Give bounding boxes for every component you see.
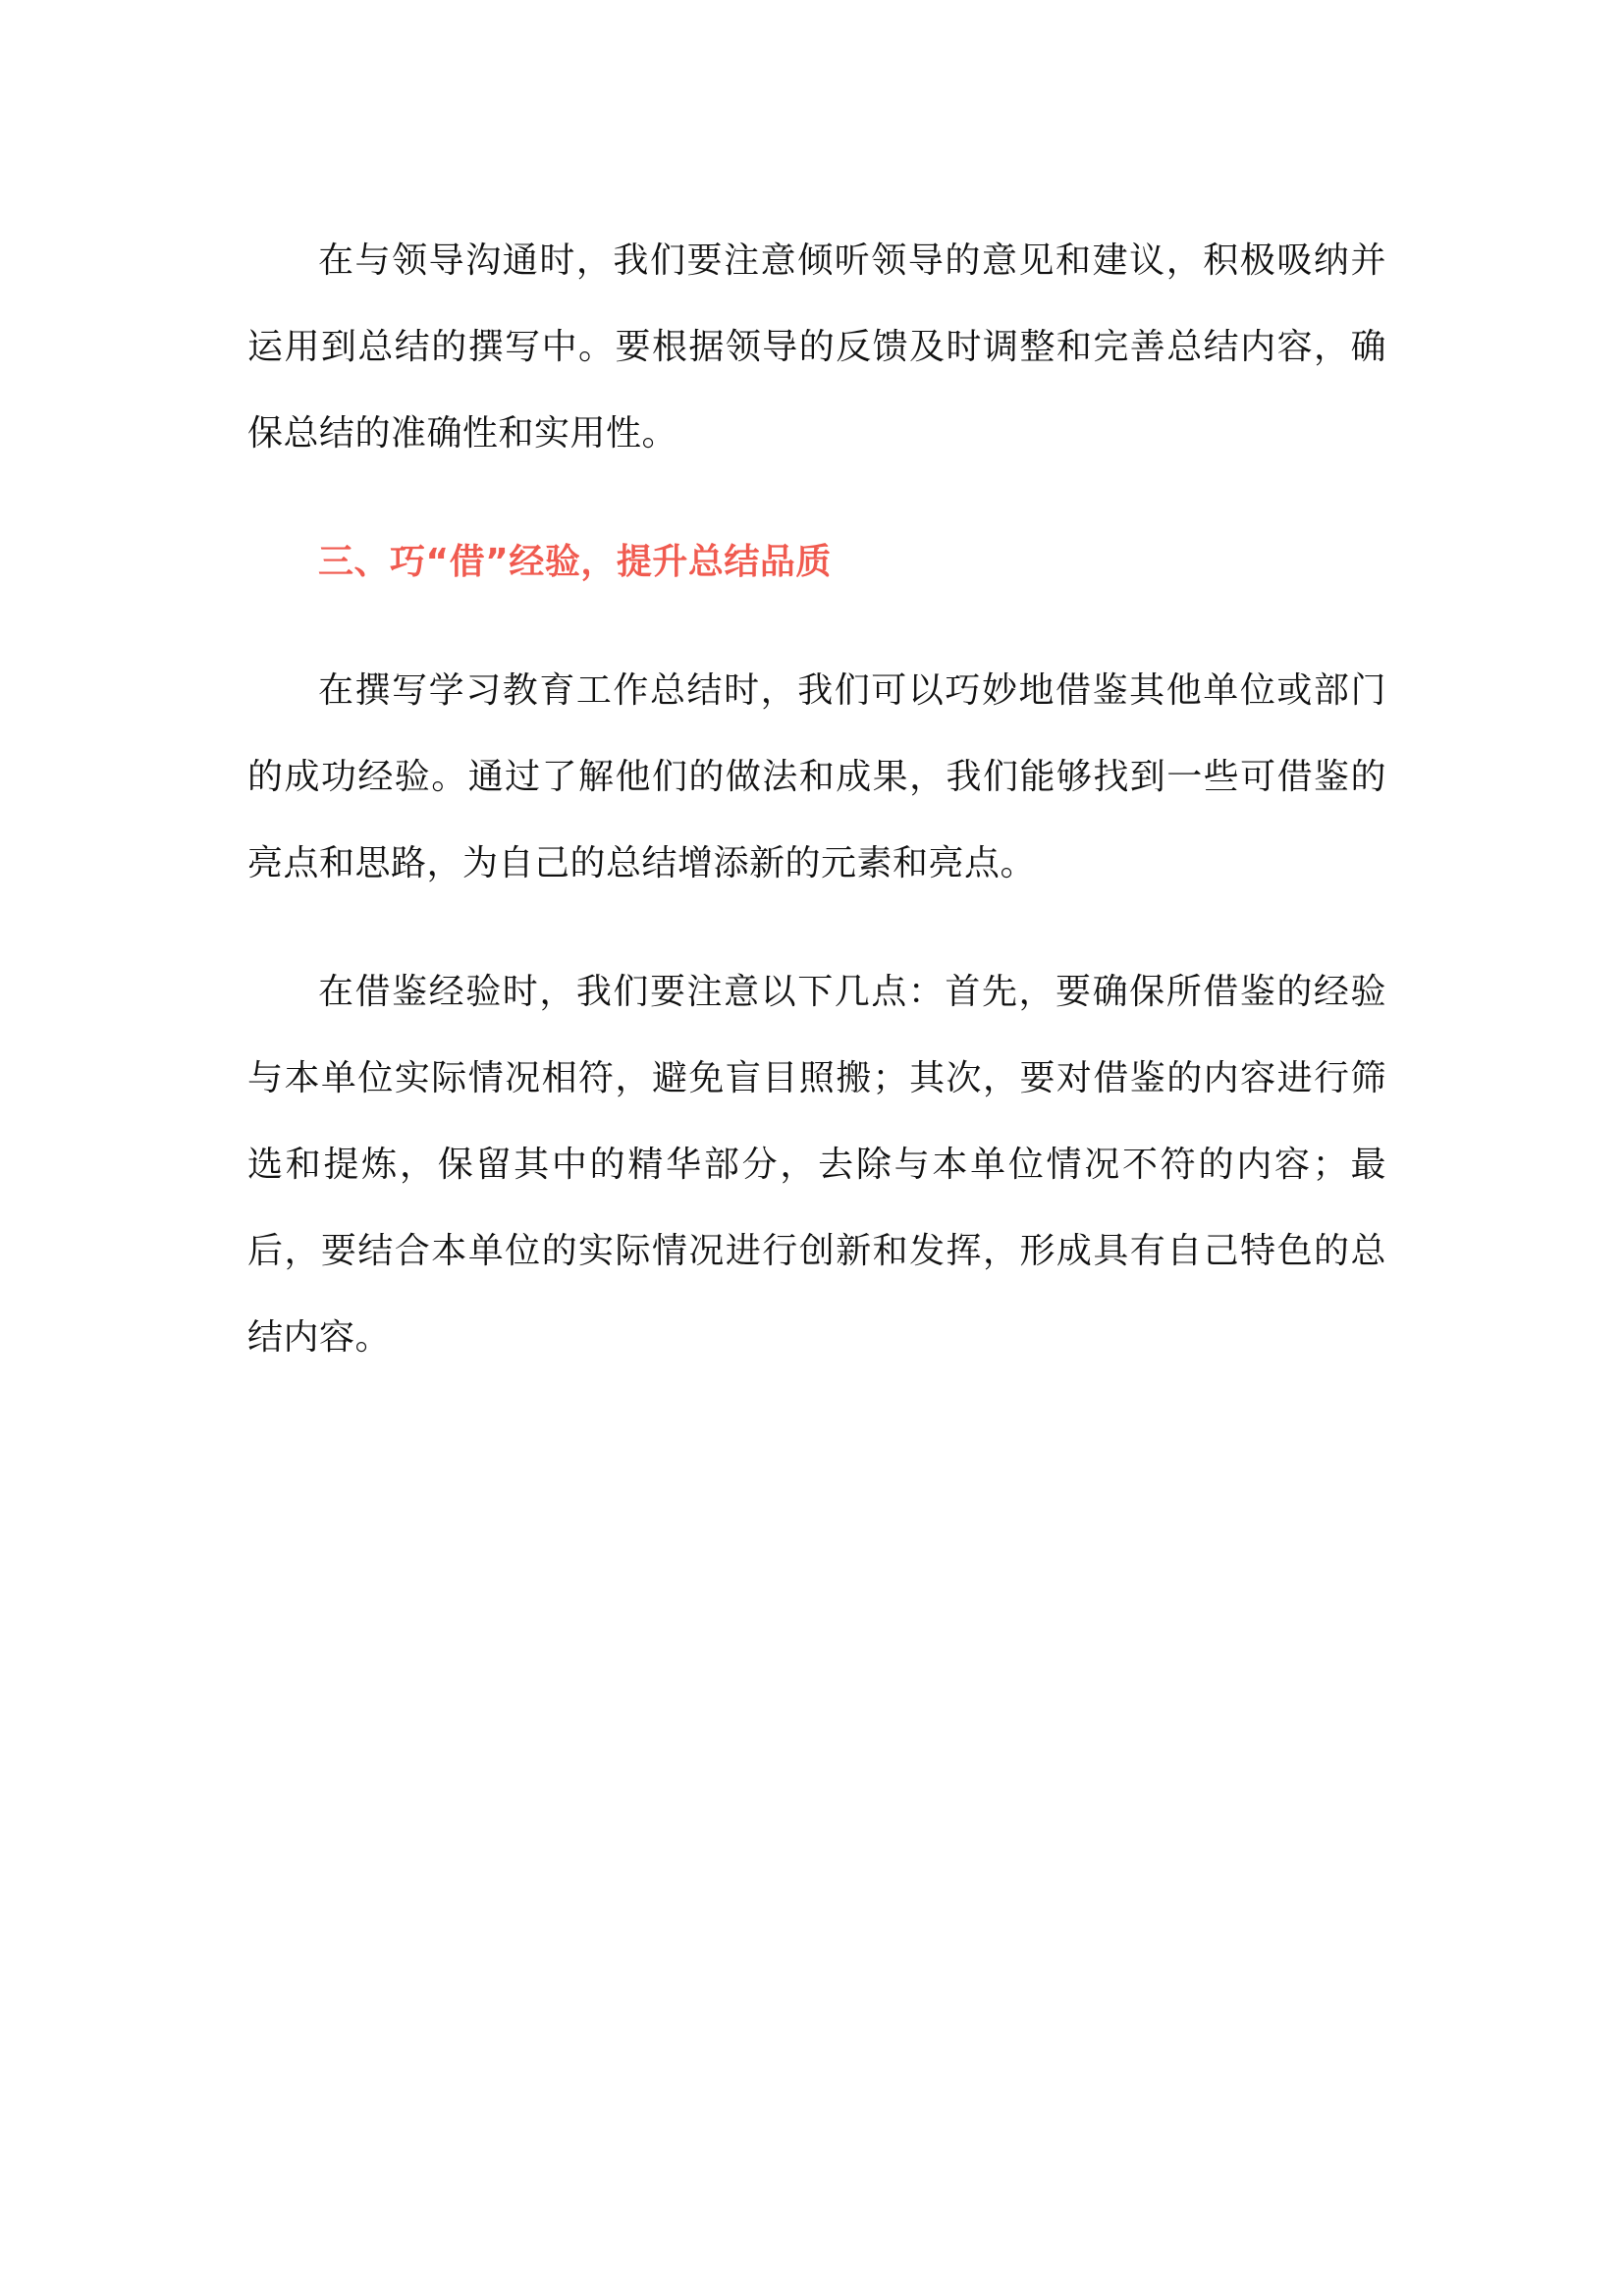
paragraph-borrowing-points: 在借鉴经验时，我们要注意以下几点：首先，要确保所借鉴的经验与本单位实际情况相符，避免盲目照搬；其次，要对借鉴的内容进行筛选和提炼，保留其中的精华部分，去除与本单位情况不符的内容；最后，要结合本单位的实际情况进行创新和发挥，形成具有自己特色的总结内容。	[247, 972, 1386, 1358]
paragraph-leader-communication: 在与领导沟通时，我们要注意倾听领导的意见和建议，积极吸纳并运用到总结的撰写中。要根据领导的反馈及时调整和完善总结内容，确保总结的准确性和实用性。	[247, 240, 1386, 454]
document-body	[247, 218, 1386, 1381]
paragraph-borrow-experience: 在撰写学习教育工作总结时，我们可以巧妙地借鉴其他单位或部门的成功经验。通过了解他们的做法和成果，我们能够找到一些可借鉴的亮点和思路，为自己的总结增添新的元素和亮点。	[247, 670, 1386, 883]
section-heading: 三、巧“借”经验，提升总结品质	[318, 542, 832, 582]
